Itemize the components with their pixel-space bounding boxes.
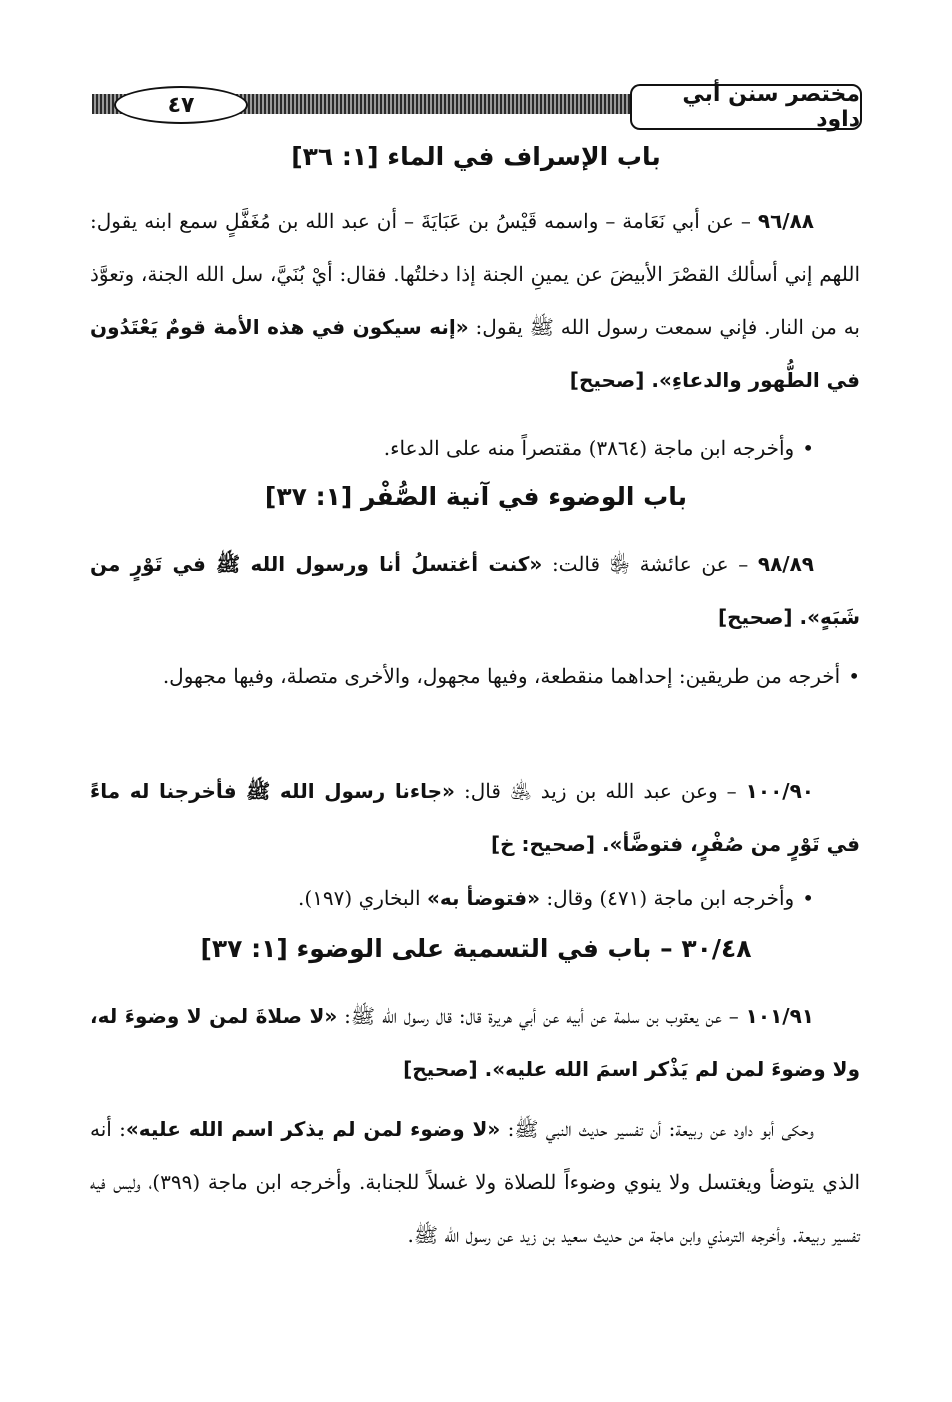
note-text: وأخرجه ابن ماجة (٣٨٦٤) مقتصراً منه على الدعاء.: [383, 436, 795, 460]
note-text: أخرجه من طريقين: إحداهما منقطعة، وفيها مجهول، والأخرى متصلة، وفيها مجهول.: [162, 664, 841, 688]
section-title-1: باب الإسراف في الماء [١: ٣٦]: [291, 142, 661, 171]
hadith-grade: . [صحيح: خ]: [491, 832, 610, 856]
note-1: •وأخرجه ابن ماجة (٣٨٦٤) مقتصراً منه على الدعاء.: [383, 436, 814, 460]
hadith-text: – عن عائشة ﵂ قالت:: [542, 552, 758, 576]
hadith-grade: . [صحيح]: [569, 368, 659, 392]
hadith-number: ٩٨/٨٩: [757, 552, 814, 576]
section-title-2: باب الوضوء في آنية الصُّفْر [١: ٣٧]: [264, 482, 688, 511]
hadith-quote: «لا صلاةَ لمن لا وضوءَ له، ولا وضوءَ لمن لم يَذْكر اسمَ الله عليه»: [90, 1004, 860, 1081]
hadith-grade: . [صحيح]: [403, 1057, 493, 1081]
note-3: •وأخرجه ابن ماجة (٤٧١) وقال: «فتوضأ به» البخاري (١٩٧).: [298, 886, 814, 910]
book-title: مختصر سنن أبي داود: [630, 84, 862, 130]
hadith-88: [90, 195, 860, 407]
hadith-90: [90, 765, 860, 871]
hadith-text: – عن يعقوب بن سلمة عن أبيه عن أبي هريرة قال: قال رسول الله ﷺ:: [337, 1004, 746, 1028]
section-title-3: ٣٠/٤٨ – باب في التسمية على الوضوء [١: ٣٧]: [200, 934, 752, 963]
commentary: وحكى أبو داود عن ربيعة: أن تفسير حديث النبي ﷺ: «لا وضوء لمن لم يذكر اسم الله عليه»: أنه الذي يتوضأ ويغتسل ولا ينوي وضوءاً للصلاة ولا غسلاً للجنابة. وأخرجه ابن ماجة (٣٩٩)، وليس فيه تفسير ربيعة. وأخرجه الترمذي وابن ماجة من حديث سعيد بن زيد عن رسول الله ﷺ.: [90, 1117, 861, 1247]
page-number: ٤٧: [114, 86, 248, 124]
hadith-text: – وعن عبد الله بن زيد ﵁ قال:: [454, 779, 746, 803]
hadith-quote: «كنت أغتسلُ أنا ورسول الله ﷺ في تَوْرٍ من شَبَهٍ»: [90, 552, 860, 629]
hadith-91: [90, 990, 860, 1096]
hadith-number: ١٠١/٩١: [745, 1004, 814, 1028]
hadith-89: [90, 538, 860, 644]
hadith-number: ١٠٠/٩٠: [745, 779, 815, 803]
note-2: •أخرجه من طريقين: إحداهما منقطعة، وفيها مجهول، والأخرى متصلة، وفيها مجهول.: [162, 664, 860, 688]
page-header: [92, 84, 862, 130]
hadith-quote: «إنه سيكون في هذه الأمة قومٌ يَعْتَدُون في الطُّهور والدعاءِ»: [90, 315, 860, 392]
hadith-quote: «جاءنا رسول الله ﷺ فأخرجنا له ماءً في تَوْرٍ من صُفْرٍ، فتوضَّأ»: [90, 779, 860, 856]
hadith-text: – عن أبي نَعَامة – واسمه قَيْسُ بن عَبَايَةَ – أن عبد الله بن مُغَفَّلٍ سمع ابنه يقول: اللهم إني أسألك القصْرَ الأبيضَ عن يمينِ الجنة إذا دخلتُها. فقال: أيْ بُنَيَّ، سل الله الجنة، وتعوَّذ به من النار. فإني سمعت رسول الله ﷺ يقول:: [90, 209, 860, 339]
hadith-number: ٩٦/٨٨: [757, 209, 814, 233]
hadith-grade: . [صحيح]: [717, 605, 808, 629]
